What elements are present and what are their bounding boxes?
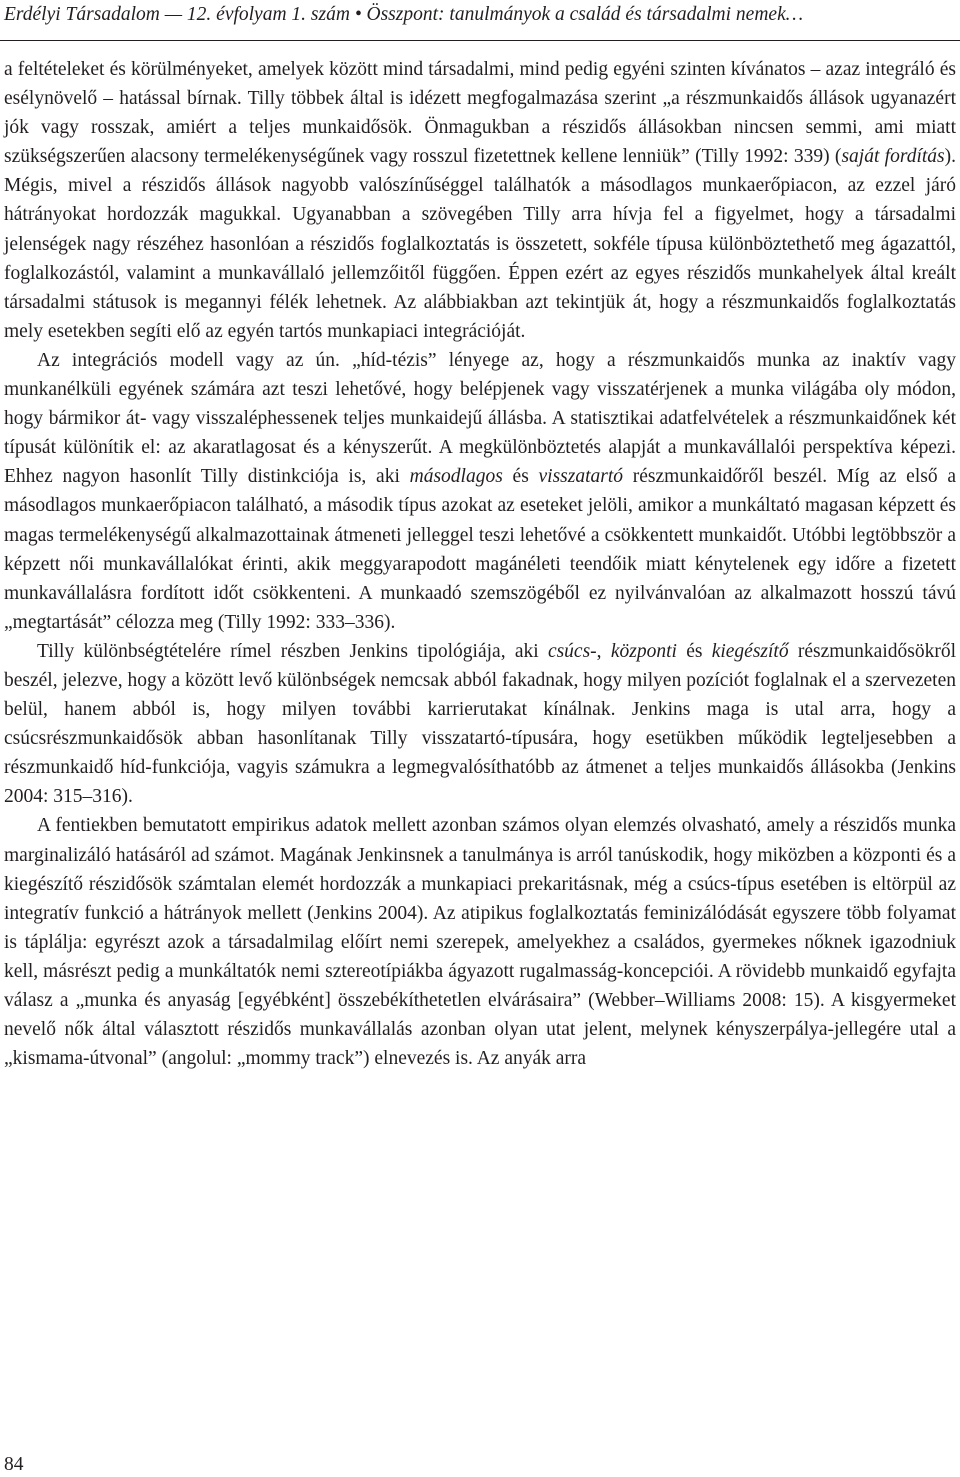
- text-run: Tilly különbségtételére rímel részben Jenkins tipológiája, aki: [37, 640, 548, 662]
- paragraph: [4, 637, 956, 812]
- text-run: ). Mégis, mivel a részidős állások nagyobb valószínűséggel találhatók a másodlagos munkaerőpiacon, az ezzel járó hátrányokat hordozzák magukkal. Ugyanabban a szövegében Tilly arra hívja fel a figyelmet, hogy a társadalmi jelenségek nagy részéhez hasonlóan a részidős foglalkoztatás is összetett, sokféle típusa különböztethető meg ágazattól, foglalkozástól, valamint a munkavállaló jellemzőitől függően. Éppen ezért az egyes részidős munkahelyek által kreált társadalmi státusok is megannyi félék lehetnek. Az alábbiakban azt tekintjük át, hogy a részmunkaidős foglalkoztatás mely esetekben segíti elő az egyén tartós munkapiaci integrációját.: [4, 146, 957, 342]
- italic-term: csúcs-: [547, 640, 597, 662]
- italic-term: saját fordítás: [841, 146, 945, 168]
- text-run: és: [676, 640, 712, 662]
- italic-term: kiegészítő: [711, 640, 789, 662]
- header-rule: [0, 40, 960, 41]
- italic-term: másodlagos: [409, 466, 503, 488]
- journal-title: Erdélyi Társadalom — 12. évfolyam 1. szám: [4, 4, 350, 25]
- text-run: a feltételeket és körülményeket, amelyek között mind társadalmi, mind pedig egyéni szinten kívánatos – azaz integráló és esélynövelő – hatással bírnak. Tilly többek által is idézett megfogalmazása szerint „a részmunkaidős állások ugyanazért jók vagy rosszak, amiért a teljes munkaidősök. Önmagukban a részidős állásokban nincsen semmi, ami miatt szükségszerűen alacsony termelékenységűnek vagy rosszul fizetettnek kellene lenniük” (Tilly 1992: 339) (: [4, 59, 956, 168]
- paragraph: [4, 811, 956, 1073]
- text-run: Az integrációs modell vagy az ún. „híd-tézis” lényege az, hogy a részmunkaidős munka az inaktív vagy munkanélküli egyének számára azt teszi lehetővé, hogy belépjenek vagy visszatérjenek a munka világába oly módon, hogy bármikor át- vagy visszaléphessenek teljes munkaidejű állásba. A statisztikai adatfelvételek a részmunkaidőnek két típusát különítik el: az akaratlagosat és a kényszerűt. A megkülönböztetés alapját a munkavállalói perspektíva képezi. Ehhez nagyon hasonlít Tilly distinkciója is, aki: [4, 349, 956, 488]
- page-number: 84: [4, 1454, 24, 1475]
- text-run: részmunkaidőről beszél. Míg az első a másodlagos munkaerőpiacon található, a második típus azokat az eseteket jelöli, amikor a munkáltató magasan képzett és magas termelékenységű alkalmazottainak átmeneti jelleggel teszi lehetővé a csökkentett munkaidőt. Utóbbi legtöbbször a képzett női munkavállalókat érinti, akik meggyarapodott magánéleti teendőik miatt kénytelenek egy időre a fizetett munkavállalásra fordított időt csökkenteni. A munkaadó szemszögéből ez nyilvánvalóan az alkalmazott hosszú távú „megtartását” célozza meg (Tilly 1992: 333–336).: [4, 466, 956, 633]
- bullet-separator: •: [349, 4, 367, 25]
- italic-term: központi: [610, 640, 677, 662]
- text-run: részmunkaidősökről beszél, jelezve, hogy a között levő különbségek nemcsak abból fakadnak, hogy milyen pozíciót foglalnak el a szervezeten belül, hanem abból is, hogy milyen további karrierutakat kínálnak. Jenkins maga is utal arra, hogy a csúcsrészmunkaidősök abban hasonlítanak Tilly visszatartó-típusára, hogy esetükben működik legteljesebben a részmunkaidő híd-funkciója, vagyis számukra a legmegvalósíthatóbb az átmenet a teljes munkaidős állásokba (Jenkins 2004: 315–316).: [4, 640, 957, 808]
- section-title: Összpont: tanulmányok a család és társadalmi nemek…: [366, 4, 804, 25]
- text-run: és: [502, 466, 539, 488]
- article-body: [4, 55, 956, 1073]
- text-run: A fentiekben bemutatott empirikus adatok mellett azonban számos olyan elemzés olvasható, amely a részidős munka marginalizáló hatásáról ad számot. Magának Jenkinsnek a tanulmánya is arról tanúskodik, hogy miközben a központi és a kiegészítő részidősök számtalan elemét hordozzák a munkapiaci prekaritásnak, még a csúcs-típus esetében is eltörpül az integratív funkció a hátrányok mellett (Jenkins 2004). Az atipikus foglalkoztatás feminizálódását egyszere több folyamat is táplálja: egyrészt azok a társadalmilag előírt nemi szerepek, amelyekhez a családos, gyermekes nőknek igazodniuk kell, másrészt pedig a munkáltatók nemi sztereotípiákba ágyazott rugalmasság-koncepciói. A rövidebb munkaidő egyfajta válasz a „munka és anyaság [egyébként] összebékíthetetlen elvárásaira” (Webber–Williams 2008: 15). A kisgyermeket nevelő nők által választott részidős munkavállalás azonban olyan utat jelent, melynek kényszerpálya-jellegére utal a „kismama-útvonal” (angolul: „mommy track”) elnevezés is. Az anyák arra: [4, 815, 956, 1070]
- text-run: ,: [596, 640, 611, 662]
- paragraph: [4, 55, 956, 346]
- italic-term: visszatartó: [538, 466, 624, 488]
- paragraph: [4, 346, 956, 637]
- running-head: [4, 2, 956, 28]
